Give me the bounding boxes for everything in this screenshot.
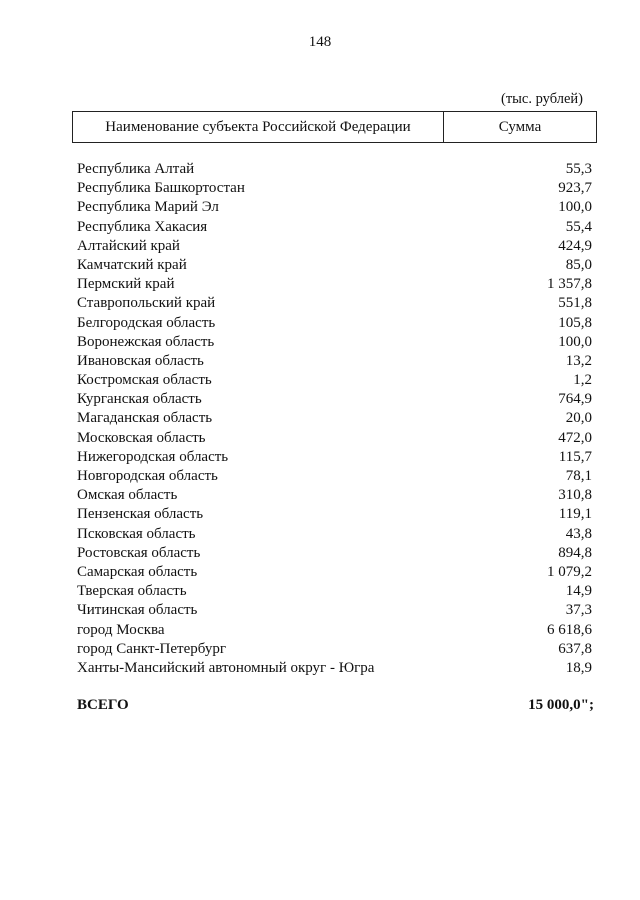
header-sum: Сумма: [498, 118, 542, 135]
table-row: [77, 198, 592, 217]
table-row: [77, 275, 592, 294]
table-row: [77, 429, 592, 448]
row-name: Пензенская область: [77, 506, 204, 523]
row-name: Ивановская область: [77, 352, 204, 369]
row-name: Тверская область: [77, 583, 187, 600]
table-row: [77, 294, 592, 313]
row-sum: 55,4: [565, 218, 592, 235]
row-name: город Москва: [77, 621, 165, 638]
row-sum: 18,9: [565, 659, 592, 676]
table-row: [77, 525, 592, 544]
row-name: Костромская область: [77, 372, 212, 389]
row-sum: 310,8: [558, 487, 592, 504]
table-row: [77, 256, 592, 275]
row-sum: 6 618,6: [547, 621, 592, 638]
row-sum: 764,9: [558, 391, 592, 408]
row-name: Ставропольский край: [77, 295, 216, 312]
row-sum: 85,0: [565, 256, 592, 273]
table-row: [77, 333, 592, 352]
page-number: 148: [308, 34, 332, 50]
row-sum: 100,0: [558, 333, 592, 350]
table-row: [77, 160, 592, 179]
row-name: Республика Марий Эл: [77, 199, 219, 216]
row-name: Псковская область: [77, 525, 196, 542]
row-name: Республика Башкортостан: [77, 180, 245, 197]
table-row: [77, 544, 592, 563]
row-sum: 37,3: [565, 602, 592, 619]
row-sum: 55,3: [565, 161, 592, 177]
table-row: [77, 371, 592, 390]
row-sum: 115,7: [558, 448, 592, 465]
row-sum: 637,8: [558, 640, 592, 657]
row-name: Пермский край: [77, 276, 175, 293]
row-sum: 13,2: [565, 352, 592, 369]
row-sum: 1 357,8: [547, 276, 592, 293]
total-row: [77, 697, 594, 714]
row-name: Курганская область: [77, 391, 202, 408]
row-name: Читинская область: [77, 602, 198, 619]
row-name: Омская область: [77, 487, 178, 504]
row-sum: 551,8: [558, 295, 592, 312]
row-sum: 105,8: [558, 314, 592, 331]
row-sum: 119,1: [558, 506, 592, 523]
table-row: [77, 237, 592, 256]
row-sum: 424,9: [558, 237, 592, 254]
row-name: Московская область: [77, 429, 206, 446]
row-name: Республика Хакасия: [77, 218, 208, 235]
total-label: ВСЕГО: [77, 697, 129, 713]
row-name: Воронежская область: [77, 333, 215, 350]
table-row: [77, 563, 592, 582]
row-sum: 43,8: [565, 525, 592, 542]
table-row: [77, 505, 592, 524]
row-sum: 472,0: [558, 429, 592, 446]
row-name: Белгородская область: [77, 314, 216, 331]
table-row: [77, 486, 592, 505]
row-name: Магаданская область: [77, 410, 213, 427]
table-row: [77, 352, 592, 371]
row-name: город Санкт-Петербург: [77, 640, 226, 657]
table-row: [77, 179, 592, 198]
table-row: [77, 582, 592, 601]
units-label: (тыс. рублей): [501, 91, 583, 107]
row-sum: 1,2: [573, 372, 592, 389]
row-sum: 78,1: [565, 468, 592, 484]
row-name: Новгородская область: [77, 468, 218, 484]
table-row: [77, 409, 592, 428]
row-name: Нижегородская область: [77, 448, 229, 465]
row-name: Самарская область: [77, 563, 198, 580]
row-name: Алтайский край: [77, 237, 180, 254]
table-row: [77, 601, 592, 620]
row-name: Республика Алтай: [77, 161, 195, 177]
row-name: Камчатский край: [77, 256, 187, 273]
row-name: Ханты-Мансийский автономный округ - Югра: [77, 659, 375, 676]
table-row: [77, 621, 592, 640]
table-body: [77, 160, 592, 678]
table-row: [77, 218, 592, 237]
table-row: [77, 640, 592, 659]
row-sum: 14,9: [565, 583, 592, 600]
table-row: [77, 467, 592, 486]
row-sum: 1 079,2: [547, 563, 592, 580]
row-sum: 20,0: [565, 410, 592, 427]
row-sum: 894,8: [558, 544, 592, 561]
table-row: [77, 659, 592, 678]
table-header: [72, 111, 597, 143]
table-row: [77, 390, 592, 409]
row-sum: 923,7: [558, 180, 592, 197]
row-name: Ростовская область: [77, 544, 201, 561]
header-name: Наименование субъекта Российской Федерации: [73, 112, 444, 142]
table-row: [77, 314, 592, 333]
table-row: [77, 448, 592, 467]
total-sum: 15 000,0";: [528, 697, 594, 713]
row-sum: 100,0: [558, 199, 592, 216]
